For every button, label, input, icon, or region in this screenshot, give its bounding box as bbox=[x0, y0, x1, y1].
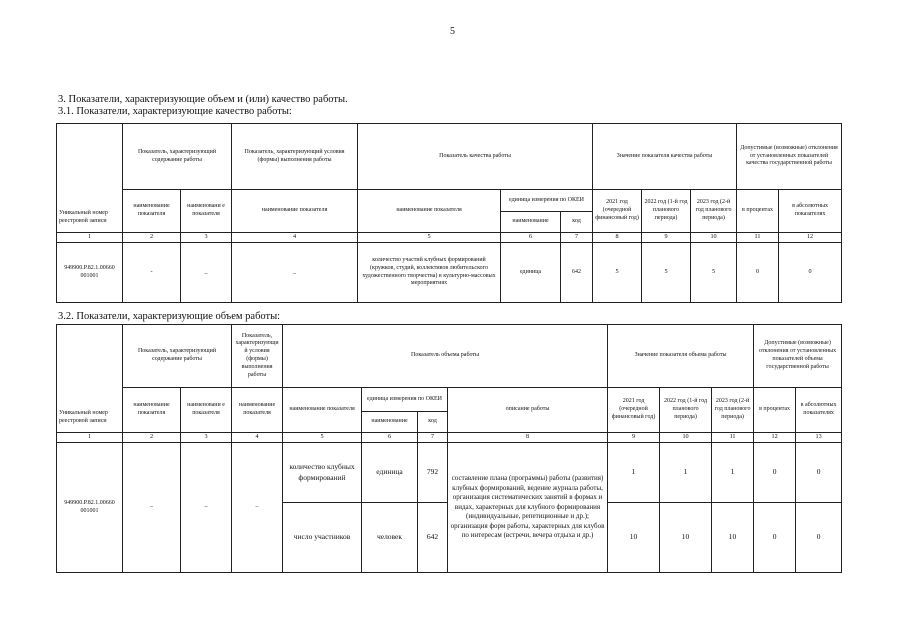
header-year-2: 2022 год (1-й год планового периода) bbox=[642, 190, 691, 233]
value-year-3: 10 bbox=[712, 503, 754, 573]
column-number: 12 bbox=[754, 433, 796, 443]
unit-name: человек bbox=[362, 503, 418, 573]
column-number: 10 bbox=[660, 433, 712, 443]
column-number: 12 bbox=[779, 233, 842, 243]
header-content: Показатель, характеризующий содержание работы bbox=[123, 325, 232, 388]
header-percent: в процентах bbox=[754, 388, 796, 433]
header-absolute: в абсолютных показателях bbox=[779, 190, 842, 233]
unit-code: 642 bbox=[418, 503, 448, 573]
column-number: 4 bbox=[232, 433, 283, 443]
column-number: 7 bbox=[418, 433, 448, 443]
column-number: 13 bbox=[796, 433, 842, 443]
work-description: составление плана (программы) работы (развития) клубных формирований, ведение журнала работы, организация систематических занятий в формах и видах, характерных для клубного формирования (индивидуальные, репетиционные и др.); организация форм работы, характерных для клубов по интересам (встречи, вечера отдыха и др.) bbox=[448, 443, 608, 573]
header-name-1: наименование показателя bbox=[123, 190, 181, 233]
column-number: 4 bbox=[232, 233, 358, 243]
column-number: 1 bbox=[57, 233, 123, 243]
header-percent: в процентах bbox=[737, 190, 779, 233]
header-value: Значение показателя объема работы bbox=[608, 325, 754, 388]
header-name-3: наименование показателя bbox=[232, 190, 358, 233]
header-okei-name: наименование bbox=[501, 212, 561, 232]
value-year-1: 10 bbox=[608, 503, 660, 573]
header-name-4: наименование показателя bbox=[283, 388, 362, 433]
column-number: 5 bbox=[358, 233, 501, 243]
unit-code: 642 bbox=[561, 243, 593, 303]
column-number: 6 bbox=[362, 433, 418, 443]
unit-name: единица bbox=[501, 243, 561, 303]
header-name-2: наименовани е показателя bbox=[181, 388, 232, 433]
value-year-1: 5 bbox=[593, 243, 642, 303]
header-volume: Показатель объема работы bbox=[283, 325, 608, 388]
cell-content-1: - bbox=[123, 243, 181, 303]
volume-table bbox=[56, 324, 842, 573]
header-year-3: 2023 год (2-й год планового периода) bbox=[712, 388, 754, 433]
column-number: 1 bbox=[57, 433, 123, 443]
header-year-1: 2021 год (очередной финансовый год) bbox=[608, 388, 660, 433]
column-number: 3 bbox=[181, 233, 232, 243]
deviation-percent: 0 bbox=[754, 443, 796, 503]
column-number: 10 bbox=[691, 233, 737, 243]
column-number: 3 bbox=[181, 433, 232, 443]
column-number: 8 bbox=[448, 433, 608, 443]
header-okei-code: код bbox=[428, 418, 437, 425]
header-content: Показатель, характеризующий содержание работы bbox=[123, 124, 232, 190]
deviation-percent: 0 bbox=[754, 503, 796, 573]
column-number: 6 bbox=[501, 233, 561, 243]
section-3-1-title: 3.1. Показатели, характеризующие качество работы: bbox=[58, 106, 292, 117]
column-number: 11 bbox=[737, 233, 779, 243]
header-year-1: 2021 год (очередной финансовый год) bbox=[593, 190, 642, 233]
registry-number: 949900.Р.82.1.00660 001001 bbox=[57, 243, 123, 303]
header-year-3: 2023 год (2-й год планового периода) bbox=[691, 190, 737, 233]
header-name-1: наименование показателя bbox=[123, 388, 181, 433]
column-number: 8 bbox=[593, 233, 642, 243]
header-absolute: в абсолютных показателях bbox=[796, 388, 842, 433]
deviation-percent: 0 bbox=[737, 243, 779, 303]
cell-content-1: – bbox=[123, 443, 181, 573]
quality-indicator-name: количество участий клубных формирований (кружков, студий, коллективов любительского художественного творчества) в культурно-массовых мероприятиях bbox=[358, 243, 501, 303]
volume-indicator-name: число участников bbox=[283, 503, 362, 573]
header-okei-name: наименование bbox=[362, 412, 418, 432]
deviation-absolute: 0 bbox=[779, 243, 842, 303]
value-year-3: 1 bbox=[712, 443, 754, 503]
header-registry: Уникальный номер реестровой записи bbox=[57, 325, 123, 433]
value-year-2: 10 bbox=[660, 503, 712, 573]
volume-indicator-name: количество клубных формирований bbox=[283, 443, 362, 503]
unit-name: единица bbox=[362, 443, 418, 503]
header-name-2: наименовани е показателя bbox=[181, 190, 232, 233]
value-year-2: 1 bbox=[660, 443, 712, 503]
value-year-1: 1 bbox=[608, 443, 660, 503]
value-year-3: 5 bbox=[691, 243, 737, 303]
header-okei: единица измерения по ОКЕИ bbox=[362, 388, 447, 412]
header-okei-code: код bbox=[572, 218, 581, 225]
header-deviation: Допустимые (возможные) отклонения от установленных показателей объема государственной работы bbox=[754, 325, 842, 388]
cell-condition: – bbox=[232, 443, 283, 573]
cell-condition: _ bbox=[232, 243, 358, 303]
column-number: 2 bbox=[123, 433, 181, 443]
header-value: Значение показателя качества работы bbox=[593, 124, 737, 190]
header-name-4: наименование показателя bbox=[358, 190, 501, 233]
header-conditions: Показатель, характеризующи й условия (формы) выполнения работы bbox=[232, 325, 283, 388]
header-quality: Показатель качества работы bbox=[358, 124, 593, 190]
header-year-2: 2022 год (1-й год планового периода) bbox=[660, 388, 712, 433]
section-3-title: 3. Показатели, характеризующие объем и (или) качество работы. bbox=[58, 94, 348, 105]
page-number: 5 bbox=[450, 26, 455, 37]
quality-table bbox=[56, 123, 842, 303]
deviation-absolute: 0 bbox=[796, 503, 842, 573]
deviation-absolute: 0 bbox=[796, 443, 842, 503]
cell-content-2: _ bbox=[181, 243, 232, 303]
header-conditions: Показатель, характеризующий условия (формы) выполнения работы bbox=[232, 124, 358, 190]
unit-code: 792 bbox=[418, 443, 448, 503]
value-year-2: 5 bbox=[642, 243, 691, 303]
header-deviation: Допустимые (возможные) отклонения от установленных показателей качества государственной работы bbox=[737, 124, 842, 190]
cell-content-2: – bbox=[181, 443, 232, 573]
header-description: описание работы bbox=[448, 388, 608, 433]
column-number: 5 bbox=[283, 433, 362, 443]
header-registry: Уникальный номер реестровой записи bbox=[57, 124, 123, 233]
registry-number: 949900.Р.82.1.00660 001001 bbox=[57, 443, 123, 573]
column-number: 7 bbox=[561, 233, 593, 243]
column-number: 2 bbox=[123, 233, 181, 243]
column-number: 11 bbox=[712, 433, 754, 443]
column-number: 9 bbox=[608, 433, 660, 443]
header-name-3: наименование показателя bbox=[232, 388, 283, 433]
column-number: 9 bbox=[642, 233, 691, 243]
section-3-2-title: 3.2. Показатели, характеризующие объем работы: bbox=[58, 311, 281, 322]
header-okei: единица измерения по ОКЕИ bbox=[501, 190, 592, 212]
